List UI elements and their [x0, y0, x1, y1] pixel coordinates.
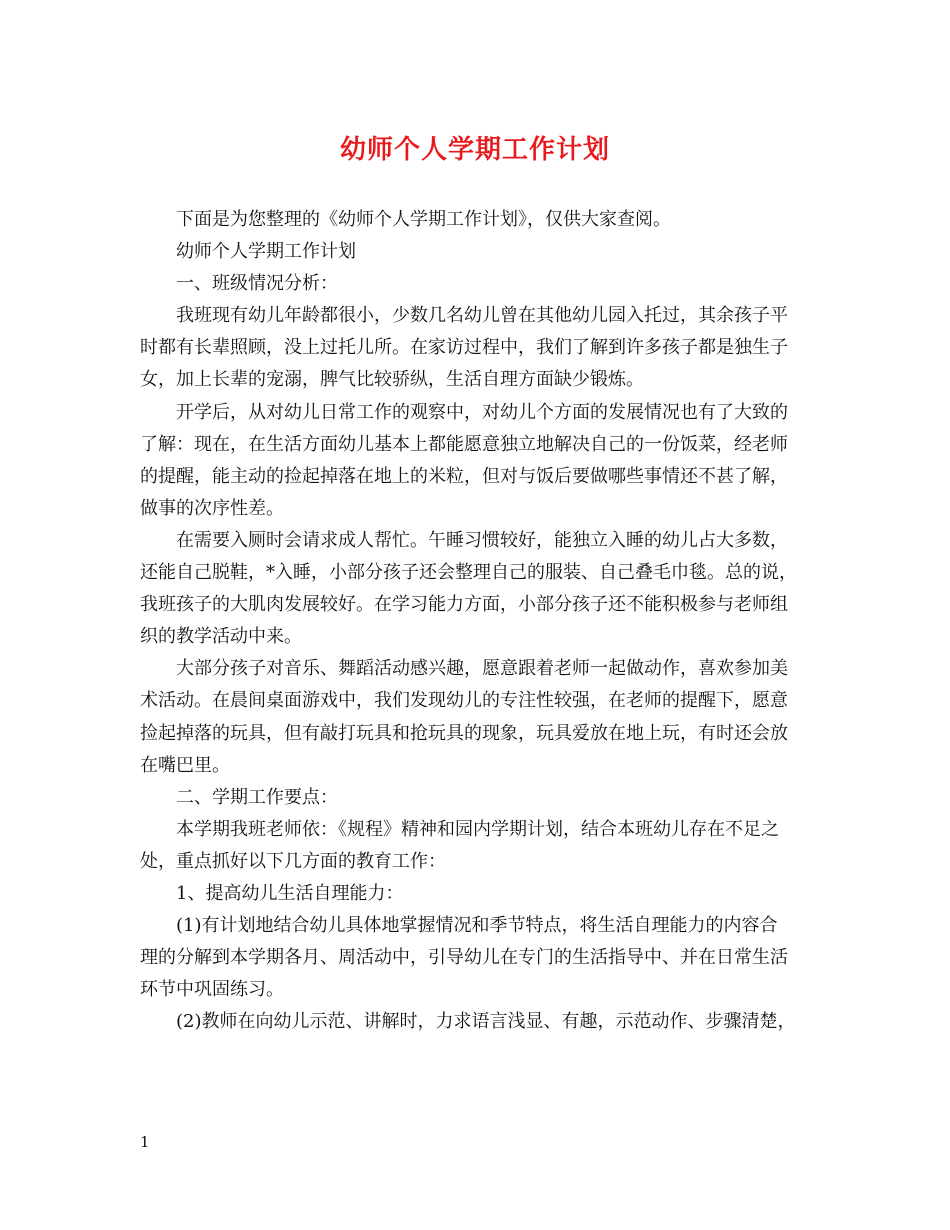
text-line: 环节中巩固练习。	[140, 979, 284, 1001]
text-line: 处，重点抓好以下几方面的教育工作：	[140, 850, 446, 872]
paragraph	[140, 397, 812, 525]
document-title: 幼师个人学期工作计划	[339, 135, 610, 165]
text-line: 时都有长辈照顾，没上过托儿所。在家访过程中，我们了解到许多孩子都是独生子	[140, 337, 788, 359]
section-heading	[140, 782, 812, 814]
text-line: 我班孩子的大肌肉发展较好。在学习能力方面，小部分孩子还不能积极参与老师组	[140, 594, 788, 616]
text-line: 一、班级情况分析：	[176, 273, 338, 295]
document-body	[140, 204, 812, 1038]
paragraph	[140, 300, 812, 396]
text-line: 在嘴巴里。	[140, 754, 230, 776]
text-line: 我班现有幼儿年龄都很小，少数几名幼儿曾在其他幼儿园入托过，其余孩子平	[176, 305, 788, 327]
paragraph	[140, 814, 812, 878]
text-line: 女，加上长辈的宠溺，脾气比较骄纵，生活自理方面缺少锻炼。	[140, 369, 644, 391]
paragraph	[140, 525, 812, 653]
text-line: 了解：现在，在生活方面幼儿基本上都能愿意独立地解决自己的一份饭菜，经老师	[140, 433, 788, 455]
text-line: 的提醒，能主动的捡起掉落在地上的米粒，但对与饭后要做哪些事情还不甚了解，	[140, 465, 788, 487]
paragraph	[140, 910, 812, 1006]
subsection-heading	[140, 878, 812, 910]
text-line: 开学后，从对幼儿日常工作的观察中，对幼儿个方面的发展情况也有了大致的	[176, 401, 788, 423]
text-line: 二、学期工作要点：	[176, 786, 338, 808]
text-line: 捡起掉落的玩具，但有敲打玩具和抢玩具的现象，玩具爱放在地上玩，有时还会放	[140, 722, 788, 744]
text-line: 下面是为您整理的《幼师个人学期工作计划》，仅供大家查阅。	[176, 209, 671, 230]
text-line: 1、提高幼儿生活自理能力：	[176, 882, 404, 904]
page-number: 1	[140, 1133, 150, 1151]
text-line: 还能自己脱鞋，*入睡，小部分孩子还会整理自己的服装、自己叠毛巾毯。总的说，	[140, 562, 797, 584]
text-line: 本学期我班老师依：《规程》精神和园内学期计划，结合本班幼儿存在不足之	[176, 818, 779, 840]
text-line: 大部分孩子对音乐、舞蹈活动感兴趣，愿意跟着老师一起做动作，喜欢参加美	[176, 658, 788, 680]
text-line: (1)有计划地结合幼儿具体地掌握情况和季节特点，将生活自理能力的内容合	[176, 915, 778, 937]
text-line: 幼师个人学期工作计划	[176, 241, 356, 263]
text-line: 术活动。在晨间桌面游戏中，我们发现幼儿的专注性较强，在老师的提醒下，愿意	[140, 690, 788, 712]
text-line: 织的教学活动中来。	[140, 626, 302, 648]
text-line: 理的分解到本学期各月、周活动中，引导幼儿在专门的生活指导中、并在日常生活	[140, 947, 788, 969]
paragraph	[140, 653, 812, 781]
text-line: 在需要入厕时会请求成人帮忙。午睡习惯较好，能独立入睡的幼儿占大多数，	[176, 529, 788, 551]
paragraph	[140, 204, 812, 236]
section-heading	[140, 268, 812, 300]
paragraph	[140, 1006, 812, 1038]
text-line: 做事的次序性差。	[140, 497, 284, 519]
text-line: (2)教师在向幼儿示范、讲解时，力求语言浅显、有趣，示范动作、步骤清楚，	[176, 1011, 796, 1033]
paragraph	[140, 236, 812, 268]
